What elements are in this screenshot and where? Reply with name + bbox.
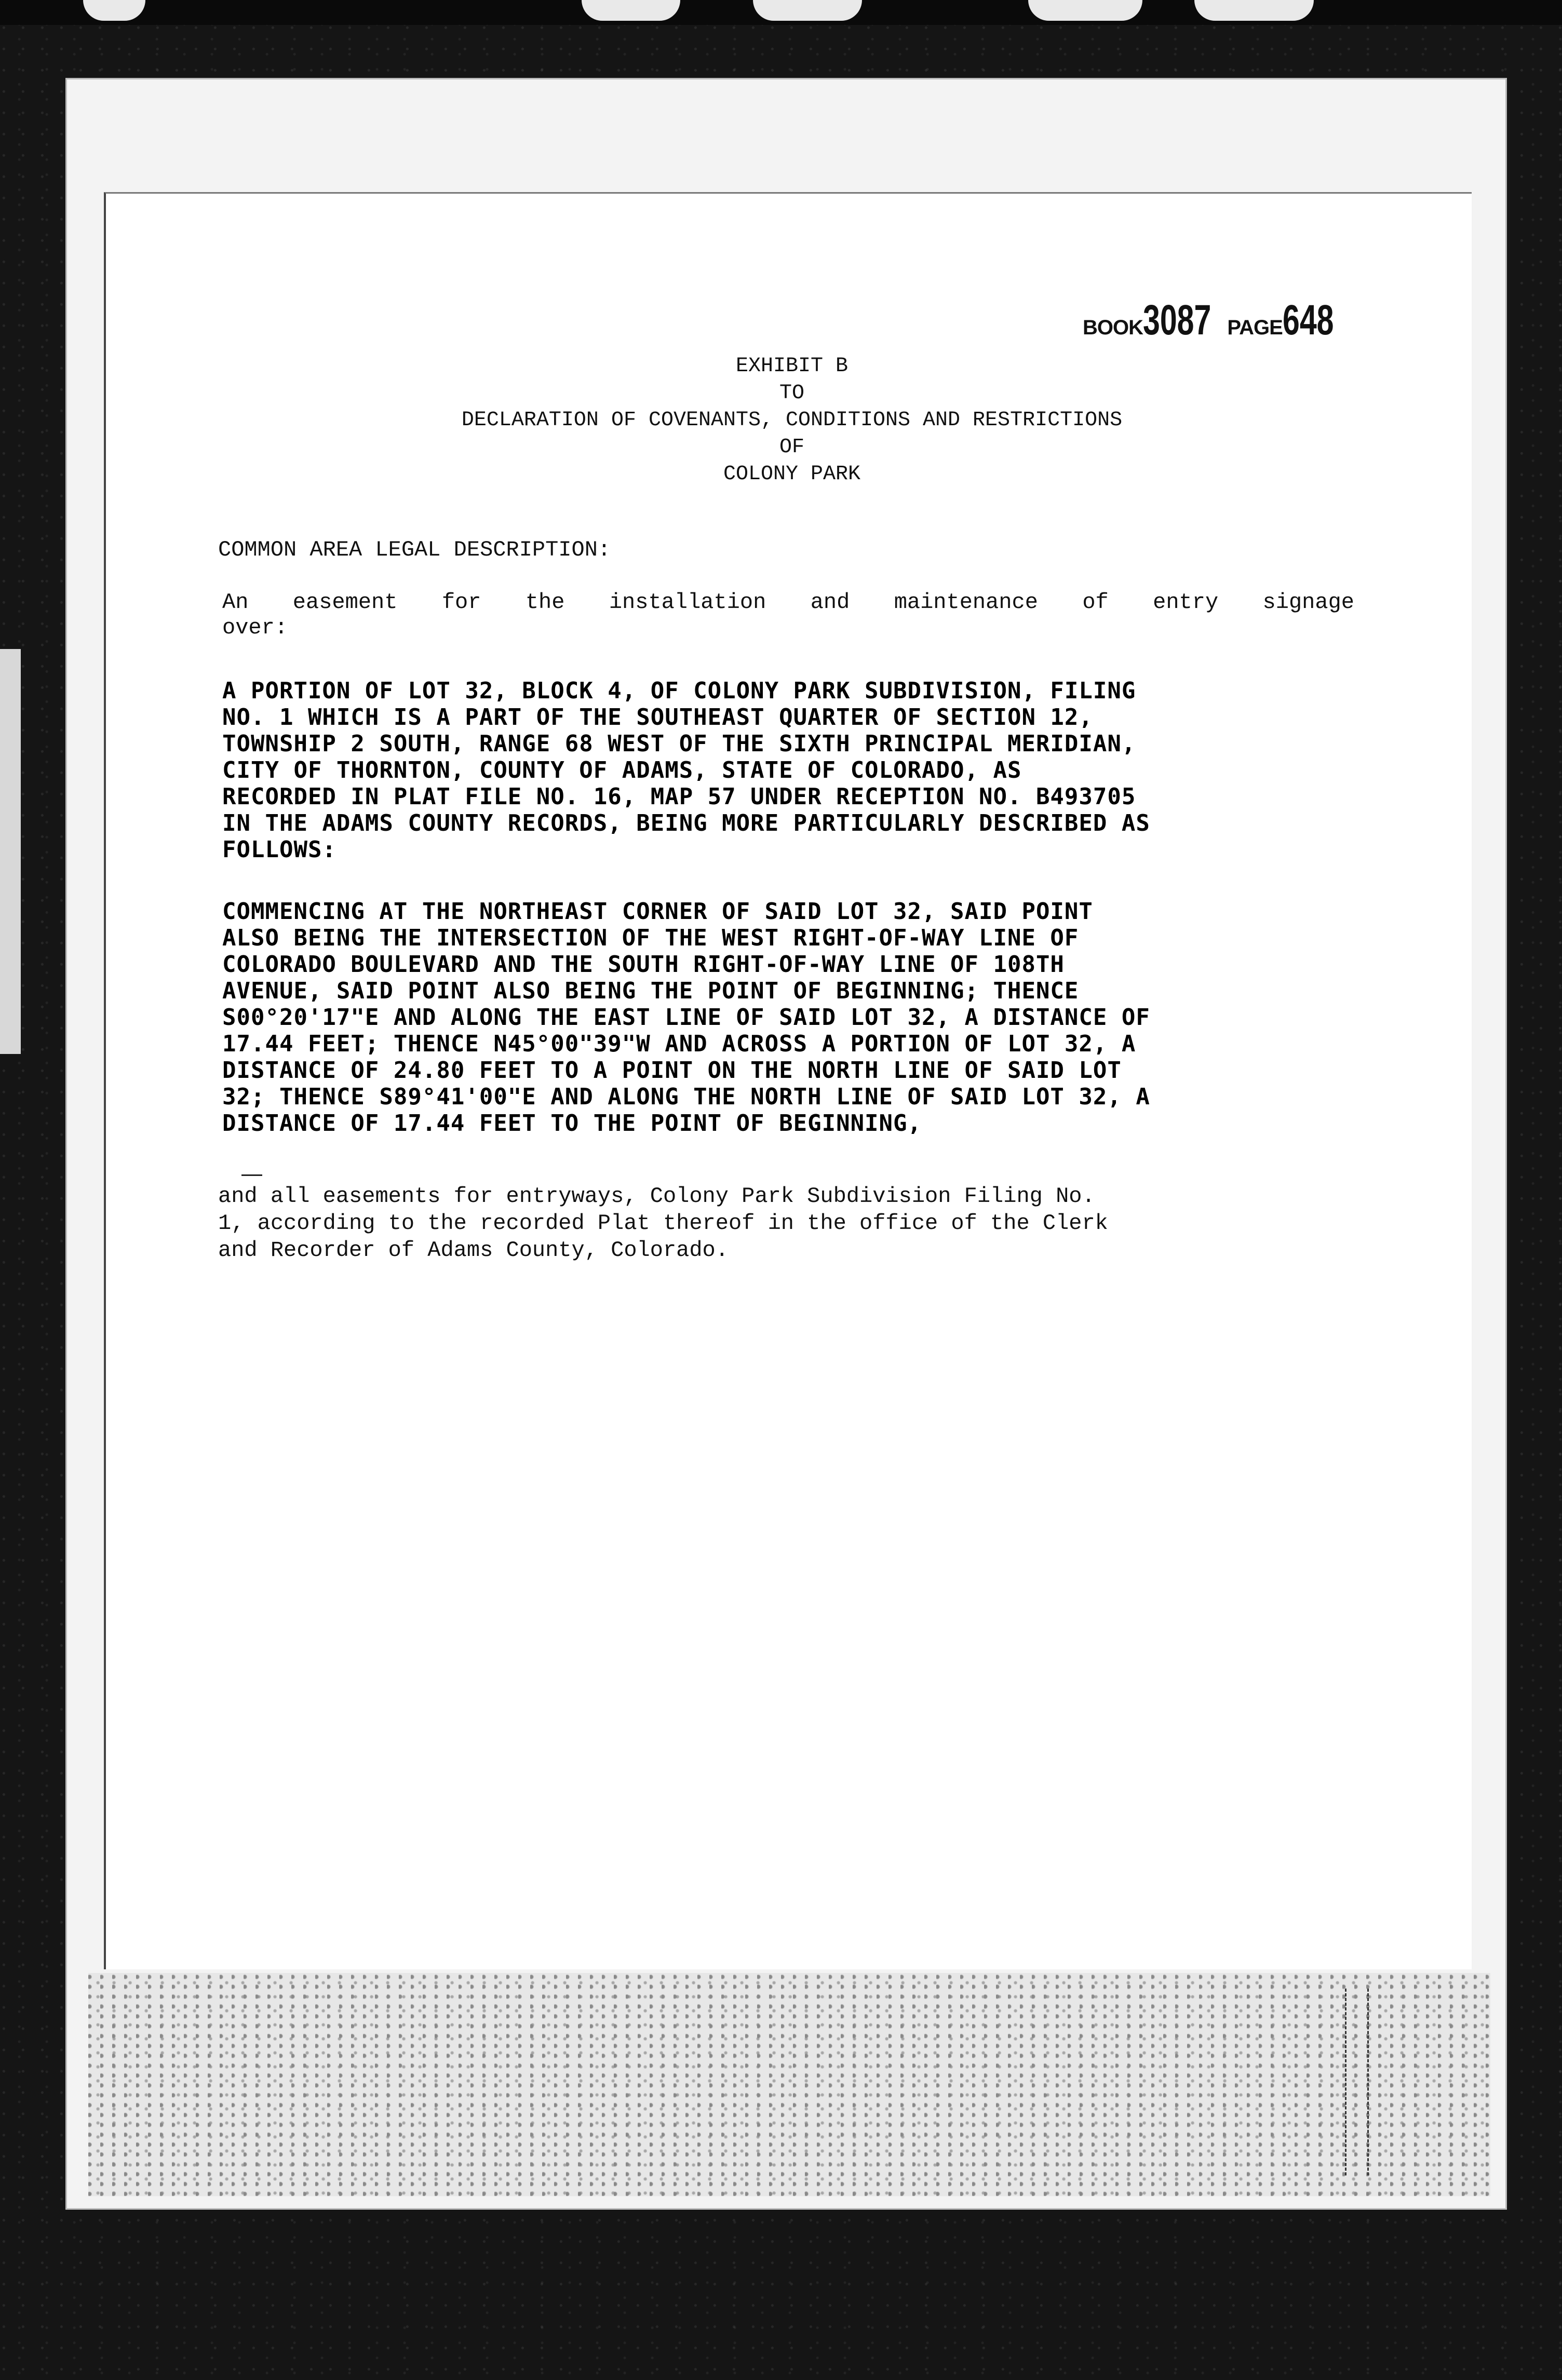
book-label: BOOK — [1083, 316, 1143, 339]
legal-line: COLORADO BOULEVARD AND THE SOUTH RIGHT-OF-WAY LINE OF 108TH — [222, 951, 1065, 978]
legal-line: 32; THENCE S89°41'00"E AND ALONG THE NORTH LINE OF SAID LOT 32, A — [222, 1084, 1150, 1110]
page-number: 648 — [1282, 296, 1334, 344]
bottom-scan-stain — [88, 1973, 1490, 2196]
closing-paragraph — [218, 1183, 1298, 1264]
legal-line: FOLLOWS: — [222, 836, 336, 863]
legal-line: AVENUE, SAID POINT ALSO BEING THE POINT OF BEGINNING; THENCE — [222, 978, 1079, 1004]
closing-line: 1, according to the recorded Plat thereof in the office of the Clerk — [218, 1211, 1108, 1236]
title-line: OF — [779, 436, 804, 459]
top-scan-strip — [0, 0, 1562, 25]
legal-line: TOWNSHIP 2 SOUTH, RANGE 68 WEST OF THE SIXTH PRINCIPAL MERIDIAN, — [222, 731, 1136, 757]
intro-line: over: — [222, 615, 288, 640]
closing-line: and all easements for entryways, Colony Park Subdivision Filing No. — [218, 1184, 1095, 1209]
page-label: PAGE — [1227, 316, 1283, 339]
legal-line: 17.44 FEET; THENCE N45°00"39"W AND ACROSS A PORTION OF LOT 32, A — [222, 1031, 1136, 1057]
scan-ruler-marks — [1345, 1989, 1369, 2175]
book-page-stamp — [1083, 296, 1354, 345]
title-line: COLONY PARK — [723, 463, 861, 486]
legal-line: COMMENCING AT THE NORTHEAST CORNER OF SAID LOT 32, SAID POINT — [222, 898, 1093, 925]
legal-line: CITY OF THORNTON, COUNTY OF ADAMS, STATE OF COLORADO, AS — [222, 757, 1022, 783]
title-line: DECLARATION OF COVENANTS, CONDITIONS AND RESTRICTIONS — [461, 409, 1123, 432]
intro-line: An easement for the installation and maintenance of entry signage — [222, 590, 1354, 615]
legal-line: NO. 1 WHICH IS A PART OF THE SOUTHEAST QUARTER OF SECTION 12, — [222, 704, 1093, 731]
legal-description-parcel — [222, 678, 1297, 863]
legal-description-bounds — [222, 898, 1297, 1137]
legal-line: A PORTION OF LOT 32, BLOCK 4, OF COLONY PARK SUBDIVISION, FILING — [222, 678, 1136, 704]
left-edge-marks — [0, 649, 21, 1054]
legal-line: ALSO BEING THE INTERSECTION OF THE WEST RIGHT-OF-WAY LINE OF — [222, 925, 1079, 951]
legal-line: IN THE ADAMS COUNTY RECORDS, BEING MORE PARTICULARLY DESCRIBED AS — [222, 810, 1150, 836]
legal-line: DISTANCE OF 24.80 FEET TO A POINT ON THE NORTH LINE OF SAID LOT — [222, 1057, 1122, 1084]
title-line: EXHIBIT B — [735, 355, 849, 378]
document-title — [312, 353, 1272, 488]
book-number: 3087 — [1143, 296, 1211, 344]
underline-mark — [241, 1174, 262, 1176]
legal-line: RECORDED IN PLAT FILE NO. 16, MAP 57 UNDER RECEPTION NO. B493705 — [222, 783, 1136, 810]
legal-line: DISTANCE OF 17.44 FEET TO THE POINT OF BEGINNING, — [222, 1110, 922, 1137]
section-heading: COMMON AREA LEGAL DESCRIPTION: — [218, 537, 611, 562]
closing-line: and Recorder of Adams County, Colorado. — [218, 1238, 729, 1263]
legal-line: S00°20'17"E AND ALONG THE EAST LINE OF SAID LOT 32, A DISTANCE OF — [222, 1004, 1150, 1031]
title-line: TO — [779, 382, 804, 405]
